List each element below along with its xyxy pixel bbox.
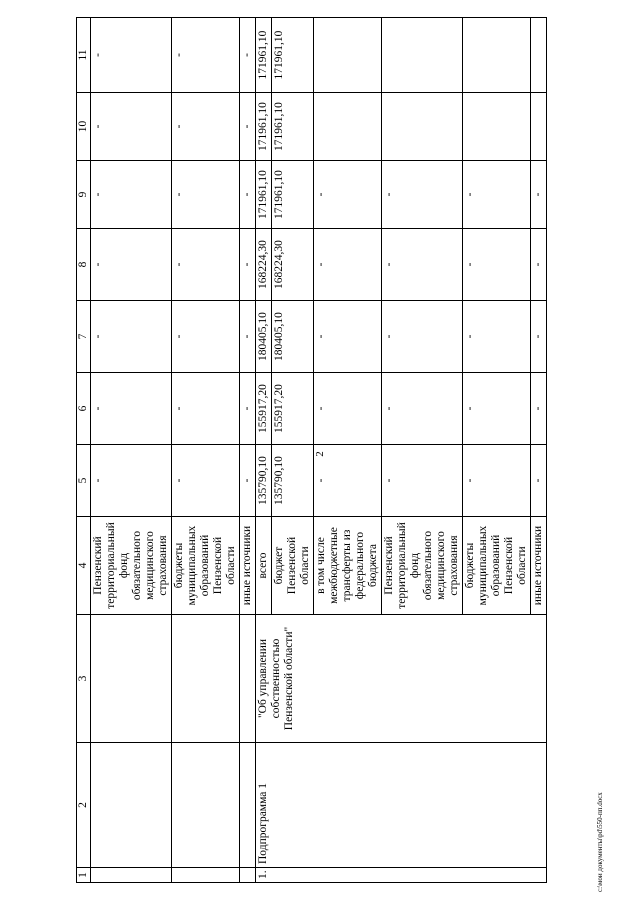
- row-number: 1.: [256, 868, 547, 883]
- value-cell: -: [314, 161, 382, 229]
- value-cell: -: [172, 161, 240, 229]
- value-cell: 171961,10: [256, 18, 272, 93]
- value-cell: 180405,10: [272, 301, 314, 373]
- col-num: 3: [77, 615, 91, 743]
- col-num: 4: [77, 517, 91, 615]
- funding-source: Пензенский территориальный фонд обязательного медицинского страхования: [91, 517, 172, 615]
- value-cell: [531, 93, 547, 161]
- rotated-table-wrapper: [76, 17, 547, 883]
- value-cell: -: [91, 373, 172, 445]
- value-cell: 155917,20: [272, 373, 314, 445]
- value-cell: -: [172, 301, 240, 373]
- value-cell: [382, 18, 463, 93]
- subprogram-name: Подпрограмма 1: [256, 743, 547, 868]
- funding-table: [76, 17, 547, 883]
- value-cell: -: [531, 161, 547, 229]
- col-num: 9: [77, 161, 91, 229]
- file-path-footer: c:\мои документы\pd\550-пп.docx: [596, 792, 604, 892]
- empty-cell: [91, 743, 172, 868]
- value-cell: -: [172, 445, 240, 517]
- value-cell: 171961,10: [272, 161, 314, 229]
- col-num: 8: [77, 229, 91, 301]
- value-cell: [314, 18, 382, 93]
- value-cell: [463, 93, 531, 161]
- funding-source: бюджет Пензенской области: [272, 517, 314, 615]
- value-cell: -: [172, 93, 240, 161]
- value-cell: -: [314, 373, 382, 445]
- value-cell: [531, 18, 547, 93]
- value-cell: -: [314, 229, 382, 301]
- value-cell: 171961,10: [256, 161, 272, 229]
- value-cell: -: [382, 445, 463, 517]
- col-num: 1: [77, 868, 91, 883]
- value-cell: -: [91, 93, 172, 161]
- value-cell: -: [314, 445, 382, 517]
- value-cell: -: [531, 373, 547, 445]
- value-cell: -: [382, 161, 463, 229]
- empty-cell: [240, 615, 256, 743]
- table-row: [91, 18, 172, 883]
- value-cell: -: [463, 229, 531, 301]
- value-cell: -: [240, 229, 256, 301]
- value-cell: -: [531, 229, 547, 301]
- value-cell: -: [382, 229, 463, 301]
- value-cell: -: [91, 18, 172, 93]
- col-num: 6: [77, 373, 91, 445]
- value-cell: 171961,10: [272, 18, 314, 93]
- value-cell: -: [172, 373, 240, 445]
- value-cell: 168224,30: [256, 229, 272, 301]
- value-cell: -: [463, 301, 531, 373]
- value-cell: 168224,30: [272, 229, 314, 301]
- value-cell: [463, 18, 531, 93]
- value-cell: 180405,10: [256, 301, 272, 373]
- value-cell: -: [463, 161, 531, 229]
- table-row: [240, 18, 256, 883]
- value-cell: -: [463, 373, 531, 445]
- value-cell: -: [172, 229, 240, 301]
- value-cell: -: [463, 445, 531, 517]
- empty-cell: [91, 868, 172, 883]
- value-cell: [314, 93, 382, 161]
- value-cell: 171961,10: [256, 93, 272, 161]
- subprogram-title: "Об управлении собственностью Пензенской области": [256, 615, 547, 743]
- value-cell: [382, 93, 463, 161]
- value-cell: -: [240, 93, 256, 161]
- value-cell: 135790,10: [272, 445, 314, 517]
- value-cell: -: [172, 18, 240, 93]
- col-num: 11: [77, 18, 91, 93]
- value-cell: -: [314, 301, 382, 373]
- page-number: 2: [314, 451, 326, 457]
- value-cell: -: [240, 301, 256, 373]
- col-num: 2: [77, 743, 91, 868]
- value-cell: -: [531, 301, 547, 373]
- table-row: [172, 18, 240, 883]
- funding-source: Пензенский территориальный фонд обязательного медицинского страхования: [382, 517, 463, 615]
- value-cell: 155917,20: [256, 373, 272, 445]
- funding-source: всего: [256, 517, 272, 615]
- value-cell: -: [240, 445, 256, 517]
- empty-cell: [172, 615, 240, 743]
- value-cell: -: [91, 301, 172, 373]
- value-cell: 135790,10: [256, 445, 272, 517]
- value-cell: -: [240, 18, 256, 93]
- value-cell: 171961,10: [272, 93, 314, 161]
- value-cell: -: [240, 161, 256, 229]
- column-numbers-row: [77, 18, 91, 883]
- col-num: 7: [77, 301, 91, 373]
- empty-cell: [91, 615, 172, 743]
- value-cell: -: [91, 229, 172, 301]
- empty-cell: [172, 868, 240, 883]
- value-cell: -: [382, 373, 463, 445]
- empty-cell: [172, 743, 240, 868]
- value-cell: -: [382, 301, 463, 373]
- col-num: 5: [77, 445, 91, 517]
- funding-source: бюджеты муниципальных образований Пензенской области: [172, 517, 240, 615]
- value-cell: -: [91, 161, 172, 229]
- col-num: 10: [77, 93, 91, 161]
- value-cell: -: [531, 445, 547, 517]
- funding-source: иные источники: [240, 517, 256, 615]
- table-row: [256, 18, 272, 883]
- value-cell: -: [91, 445, 172, 517]
- funding-source: в том числе межбюджетные трансферты из федерального бюджета: [314, 517, 382, 615]
- value-cell: -: [240, 373, 256, 445]
- empty-cell: [240, 743, 256, 868]
- funding-source: иные источники: [531, 517, 547, 615]
- funding-source: бюджеты муниципальных образований Пензенской области: [463, 517, 531, 615]
- empty-cell: [240, 868, 256, 883]
